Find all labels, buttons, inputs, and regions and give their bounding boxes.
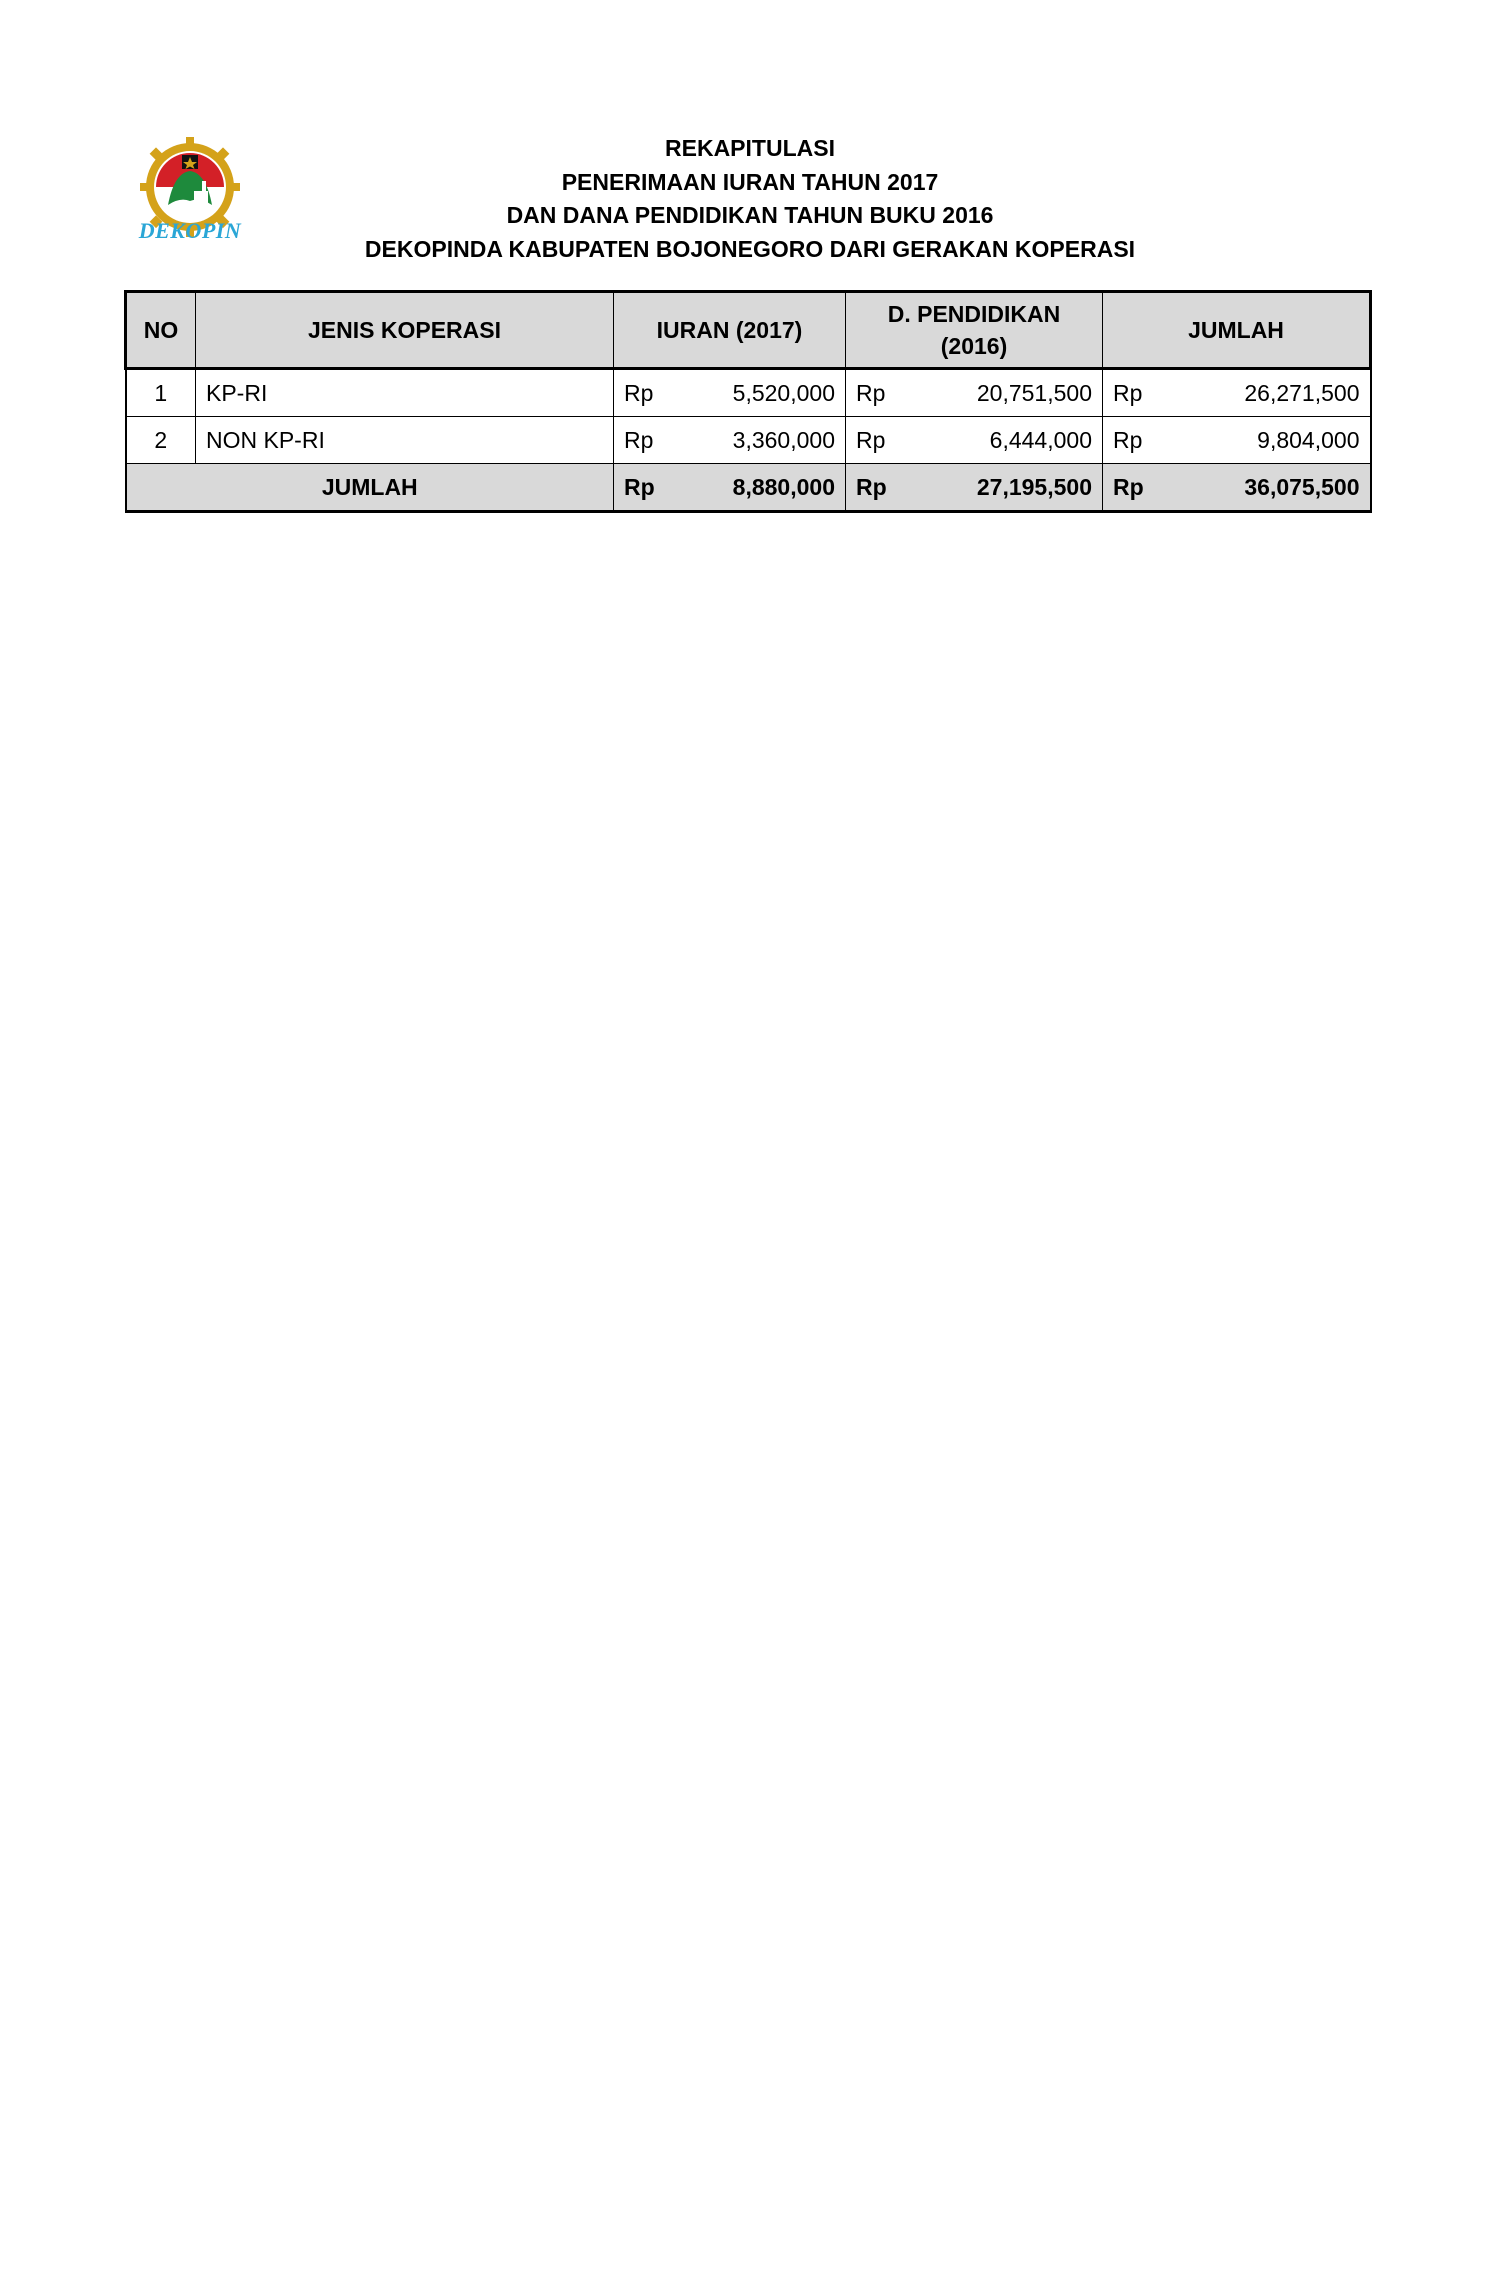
pendidikan-amount: 6,444,000 — [989, 426, 1092, 453]
currency-label: Rp — [1113, 426, 1143, 453]
currency-label: Rp — [624, 379, 654, 406]
jumlah-amount: 26,271,500 — [1244, 379, 1360, 406]
currency-label: Rp — [624, 426, 654, 453]
logo-text: DEKOPIN — [138, 218, 242, 243]
total-jumlah-amount: 36,075,500 — [1244, 473, 1360, 500]
header-dana-pendidikan — [846, 292, 1103, 369]
row-iuran — [614, 417, 846, 464]
header-iuran: IURAN (2017) — [614, 292, 846, 369]
recap-table — [124, 290, 1372, 513]
header-no: NO — [126, 292, 196, 369]
row-jumlah — [1103, 417, 1371, 464]
row-pendidikan — [846, 369, 1103, 417]
currency-label: Rp — [624, 473, 655, 500]
currency-label: Rp — [856, 473, 887, 500]
iuran-amount: 5,520,000 — [732, 379, 835, 406]
total-pendidikan-amount: 27,195,500 — [976, 473, 1092, 500]
total-iuran-amount: 8,880,000 — [732, 473, 835, 500]
total-jumlah — [1103, 464, 1371, 512]
row-jumlah — [1103, 369, 1371, 417]
header-jenis-koperasi: JENIS KOPERASI — [196, 292, 614, 369]
document-title — [250, 132, 1250, 266]
table-row — [126, 369, 1371, 417]
table-row — [126, 417, 1371, 464]
currency-label: Rp — [856, 379, 886, 406]
title-line-3: DAN DANA PENDIDIKAN TAHUN BUKU 2016 — [506, 202, 994, 228]
iuran-amount: 3,360,000 — [732, 426, 835, 453]
header-jumlah: JUMLAH — [1103, 292, 1371, 369]
pendidikan-amount: 20,751,500 — [976, 379, 1092, 406]
row-jenis: KP-RI — [196, 369, 614, 417]
total-label: JUMLAH — [126, 464, 614, 512]
currency-label: Rp — [1113, 473, 1144, 500]
currency-label: Rp — [1113, 379, 1143, 406]
title-line-2: PENERIMAAN IURAN TAHUN 2017 — [561, 168, 939, 195]
total-pendidikan — [846, 464, 1103, 512]
row-no: 1 — [126, 369, 196, 417]
header-dana-pendidikan-line1: D. PENDIDIKAN — [887, 301, 1061, 327]
row-pendidikan — [846, 417, 1103, 464]
total-iuran — [614, 464, 846, 512]
title-line-4: DEKOPINDA KABUPATEN BOJONEGORO DARI GERAKAN KOPERASI — [364, 235, 1136, 262]
row-iuran — [614, 369, 846, 417]
table-header-row — [126, 292, 1371, 369]
row-jenis: NON KP-RI — [196, 417, 614, 464]
title-line-1: REKAPITULASI — [665, 135, 835, 161]
jumlah-amount: 9,804,000 — [1257, 426, 1360, 453]
table-total-row — [126, 464, 1371, 512]
header-dana-pendidikan-line2: (2016) — [940, 333, 1008, 359]
currency-label: Rp — [856, 426, 886, 453]
row-no: 2 — [126, 417, 196, 464]
